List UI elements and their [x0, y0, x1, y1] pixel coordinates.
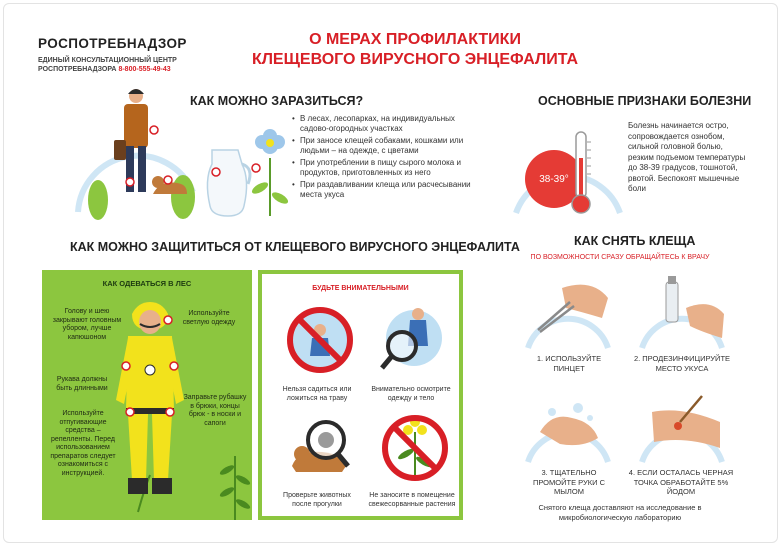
temperature-badge: 38-39° — [525, 150, 583, 208]
removal-step4: 4. ЕСЛИ ОСТАЛАСЬ ЧЕРНАЯ ТОЧКА ОБРАБОТАЙТЕ 5% ЙОДОМ — [628, 468, 734, 496]
plant-icon — [218, 450, 252, 520]
removal-heading: КАК СНЯТЬ КЛЕЩА — [574, 234, 696, 248]
attention-inspect-text: Внимательно осмотрите одежду и тело — [371, 386, 451, 402]
no-plants-icon — [378, 410, 452, 486]
removal-step3: 3. ТЩАТЕЛЬНО ПРОМОЙТЕ РУКИ С МЫЛОМ — [532, 468, 606, 496]
org-name: РОСПОТРЕБНАДЗОР — [38, 36, 187, 51]
infection-heading: КАК МОЖНО ЗАРАЗИТЬСЯ? — [190, 94, 364, 108]
protection-heading: КАК МОЖНО ЗАЩИТИТЬСЯ ОТ КЛЕЩЕВОГО ВИРУСНОГО ЭНЦЕФАЛИТА — [70, 240, 520, 254]
attention-panel — [258, 270, 463, 520]
attention-title: БУДЬТЕ ВНИМАТЕЛЬНЫМИ — [312, 285, 409, 292]
dress-repellent-text: Используйте отпугивающие средства – репелленты. Перед использованием препаратов следует ознакомиться с инструкцией. — [50, 410, 116, 477]
attention-sit-text: Нельзя садиться или ложиться на траву — [282, 386, 352, 402]
person-with-dog-icon — [58, 82, 208, 222]
dress-title: КАК ОДЕВАТЬСЯ В ЛЕС — [102, 279, 192, 288]
removal-footer: Снятого клеща доставляют на исследование в микробиологическую лабораторию — [538, 503, 702, 522]
flower-icon — [248, 128, 293, 218]
hotline-line2-wrap — [38, 65, 177, 74]
page-title — [240, 30, 590, 70]
hotline-info — [38, 56, 177, 74]
removal-subheading: ПО ВОЗМОЖНОСТИ СРАЗУ ОБРАЩАЙТЕСЬ К ВРАЧУ — [530, 254, 710, 261]
symptoms-text: Болезнь начинается остро, сопровождается ознобом, сильной головной болью, резким подъемом температуры до 38-39 градусов, тошнотой, рвотой. Беспокоят мышечные боли — [628, 121, 746, 193]
hotline-line2: РОСПОТРЕБНАДЗОРА — [38, 66, 117, 73]
thermometer-icon — [566, 128, 596, 218]
removal-step1: 1. ИСПОЛЬЗУЙТЕ ПИНЦЕТ — [536, 354, 602, 373]
infection-item: • В лесах, лесопарках, на индивидуальных садово-огородных участках — [292, 114, 482, 134]
dress-panel — [42, 270, 252, 520]
dress-sleeves-text: Рукава должны быть длинными — [56, 376, 108, 392]
title-line1: О МЕРАХ ПРОФИЛАКТИКИ — [309, 31, 521, 48]
infection-item: • При заносе клещей собаками, кошками или людьми – на одежде, с цветами — [292, 136, 482, 156]
suit-man-icon — [110, 300, 190, 515]
iodine-icon — [636, 382, 728, 466]
infection-list — [292, 114, 482, 202]
hotline-line1: ЕДИНЫЙ КОНСУЛЬТАЦИОННЫЙ ЦЕНТР — [38, 57, 177, 64]
hotline-phone: 8-800-555-49-43 — [118, 66, 171, 73]
attention-pets-text: Проверьте животных после прогулки — [283, 492, 351, 508]
spray-icon — [636, 268, 728, 352]
title-line2: КЛЕЩЕВОГО ВИРУСНОГО ЭНЦЕФАЛИТА — [251, 51, 579, 68]
dog-check-icon — [282, 410, 358, 486]
dress-color-text: Используйте светлую одежду — [182, 310, 236, 326]
dress-tuck-text: Заправьте рубашку в брюки, концы брюк - в носки и сапоги — [183, 394, 247, 427]
infection-item: • При раздавливании клеща или расчесывании места укуса — [292, 180, 482, 200]
dress-head-text: Голову и шею закрывают головным убором, лучше капюшоном — [52, 308, 122, 341]
no-sitting-icon — [284, 304, 356, 376]
tweezers-icon — [522, 268, 614, 352]
removal-step2: 2. ПРОДЕЗИНФИЦИРУЙТЕ МЕСТО УКУСА — [633, 354, 731, 373]
handwash-icon — [522, 382, 614, 466]
infection-item: • При употреблении в пищу сырого молока и продуктов, приготовленных из него — [292, 158, 482, 178]
magnifier-icon — [378, 302, 452, 382]
attention-plants-text: Не заносите в помещение свежесорванные растения — [368, 492, 456, 508]
symptoms-heading: ОСНОВНЫЕ ПРИЗНАКИ БОЛЕЗНИ — [538, 94, 752, 108]
